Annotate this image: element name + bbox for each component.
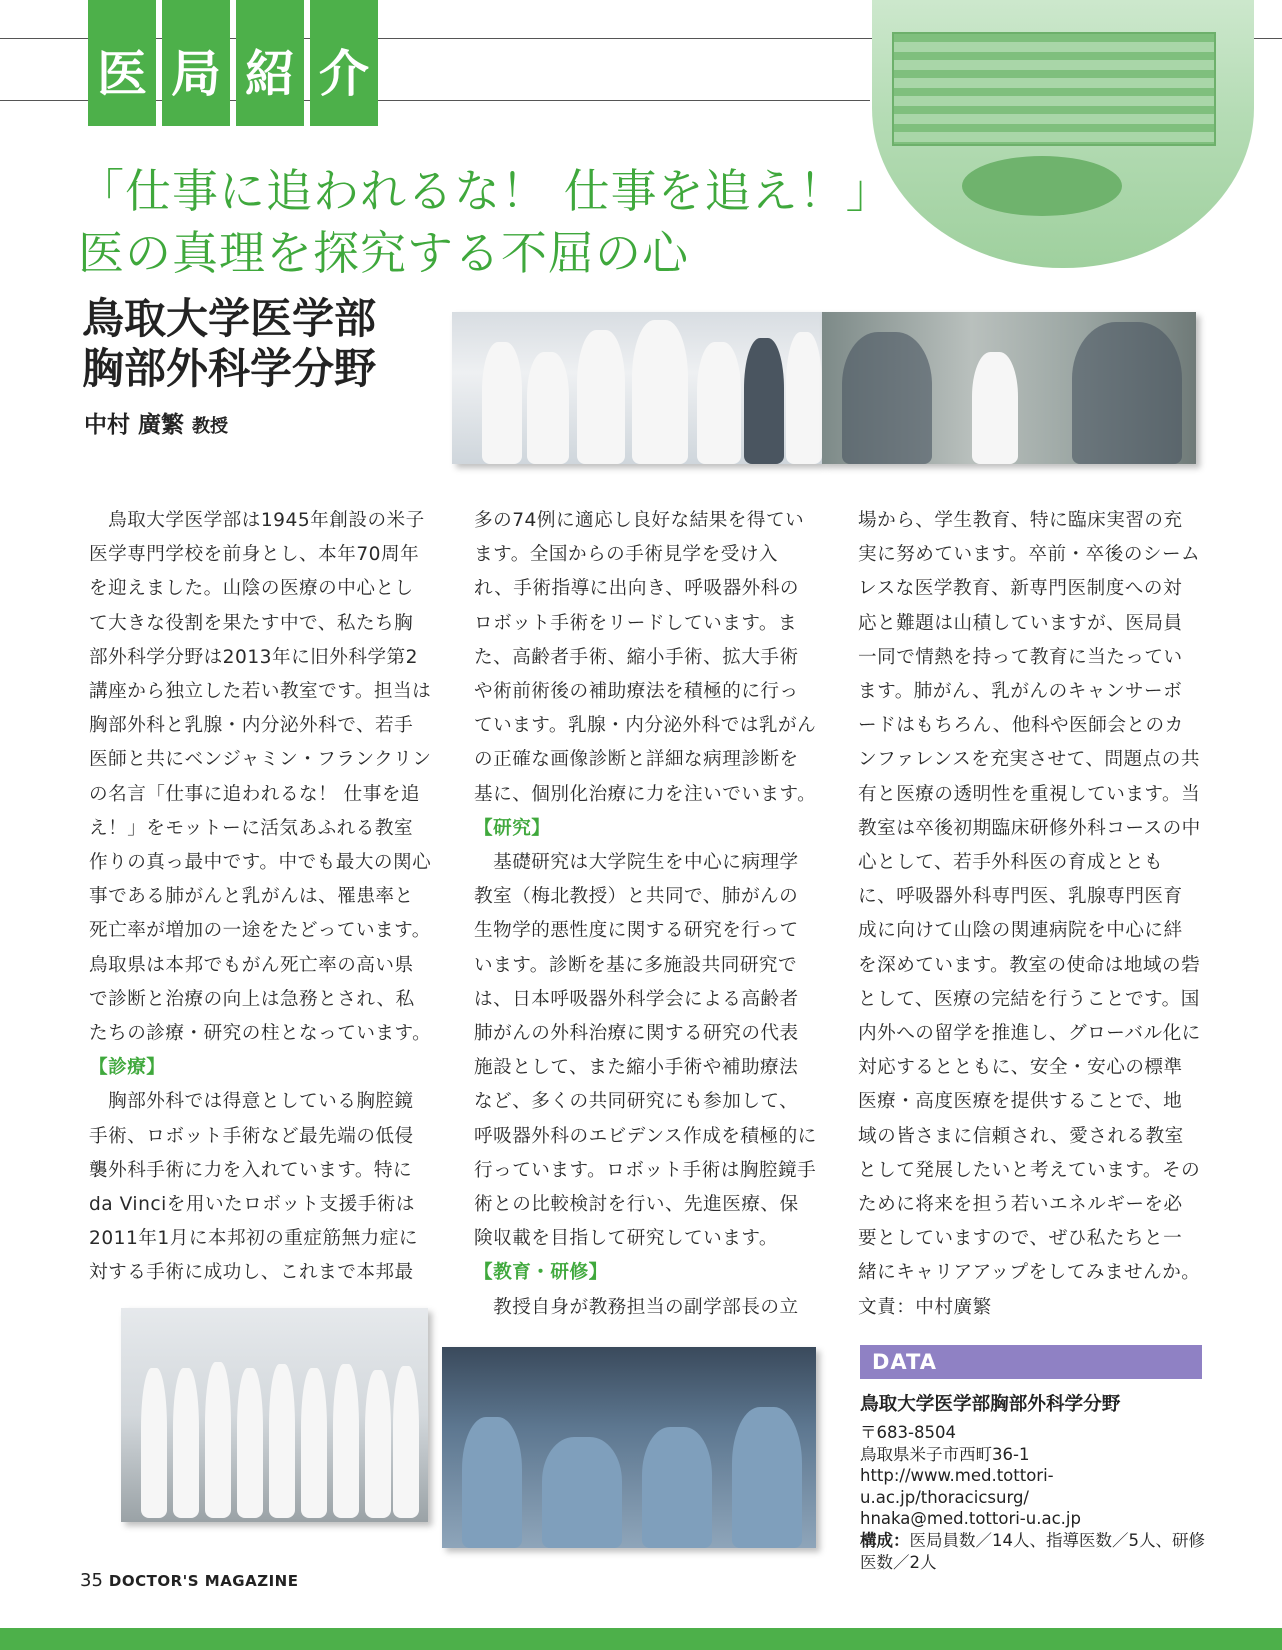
department-line1: 鳥取大学医学部 — [82, 294, 377, 343]
professor-title: 教授 — [192, 416, 229, 437]
body-paragraph: 教授自身が教務担当の副学部長の立 — [474, 1296, 799, 1318]
body-paragraph: 多の74例に適応し良好な結果を得ています。全国からの手術見学を受け入れ、手術指導に出向き、呼吸器外科のロボット手術をリードしています。また、高齢者手術、縮小手術、拡大手術や術前術後の補助療法を積極的に行っています。乳腺・内分泌外科では乳がんの正確な画像診断と詳細な病理診断を基に、個別化治療に力を注いでいます。 — [474, 510, 817, 805]
bottom-band — [0, 1628, 1282, 1650]
team-photo — [452, 312, 822, 464]
section-heading-education: 【教育・研修】 — [474, 1262, 608, 1284]
department-title — [82, 294, 376, 394]
section-tag-char: 介 — [310, 0, 378, 126]
department-line2: 胸部外科学分野 — [82, 344, 377, 393]
data-heading: DATA — [860, 1345, 1202, 1379]
building-shape — [892, 32, 1216, 146]
body-paragraph: 鳥取大学医学部は1945年創設の米子医学専門学校を前身とし、本年70周年を迎えました。山陰の医療の中心として大きな役割を果たす中で、私たち胸部外科学分野は2013年に旧外科学第2講座から独立した若い教室です。担当は胸部外科と乳腺・内分泌外科で、若手医師と共にベンジャミン・フランクリンの名言「仕事に追われるな！ 仕事を追え！」をモットーに活気あふれる教室作りの真っ最中です。中でも最大の関心事である肺がんと乳がんは、罹患率と死亡率が増加の一途をたどっています。鳥取県は本邦でもがん死亡率の高い県で診断と治療の向上は急務とされ、私たちの診療・研究の柱となっています。 — [89, 510, 432, 1045]
section-heading-clinical: 【診療】 — [89, 1057, 166, 1079]
professor-byline — [84, 406, 228, 439]
magazine-name: DOCTOR'S MAGAZINE — [108, 1572, 299, 1590]
surgery-photo — [442, 1347, 816, 1548]
data-dept-name: 鳥取大学医学部胸部外科学分野 — [860, 1394, 1121, 1415]
body-paragraph: 基礎研究は大学院生を中心に病理学教室（梅北教授）と共同で、肺がんの生物学的悪性度に関する研究を行っています。診断を基に多施設共同研究では、日本呼吸器外科学会による高齢者肺がんの外科治療に関する研究の代表施設として、また縮小手術や補助療法など、多くの共同研究にも参加して、呼吸器外科のエビデンス作成を積極的に行っています。ロボット手術は胸腔鏡手術との比較検討を行い、先進医療、保険収載を目指して研究しています。 — [474, 852, 817, 1250]
section-tag-char: 紹 — [236, 0, 304, 126]
plaza-shape — [962, 156, 1122, 216]
section-tag-char: 局 — [162, 0, 230, 126]
section-tag — [88, 0, 378, 126]
professor-name: 中村 廣繁 — [84, 412, 185, 438]
section-heading-research: 【研究】 — [474, 817, 551, 839]
data-address: 鳥取県米子市西町36-1 — [860, 1444, 1030, 1464]
body-column-3 — [858, 504, 1201, 1325]
headline — [78, 160, 893, 284]
body-column-2 — [474, 504, 817, 1325]
group-photo — [121, 1308, 428, 1522]
page-number: 35 — [80, 1570, 103, 1591]
body-column-1 — [89, 504, 432, 1291]
data-email[interactable]: hnaka@med.tottori-u.ac.jp — [860, 1509, 1081, 1529]
data-box — [860, 1392, 1210, 1573]
body-paragraph: 胸部外科では得意としている胸腔鏡手術、ロボット手術など最先端の低侵襲外科手術に力を入れています。特にda Vinciを用いたロボット支援手術は2011年1月に本邦初の重症筋無力症に対する手術に成功し、これまで本邦最 — [89, 1091, 418, 1284]
section-tag-char: 医 — [88, 0, 156, 126]
data-url[interactable]: http://www.med.tottori-u.ac.jp/thoracicsurg/ — [860, 1466, 1054, 1507]
page-footer — [80, 1570, 298, 1591]
hospital-building-photo — [872, 0, 1254, 268]
data-composition — [860, 1530, 1210, 1573]
data-composition-value: 医局員数／14人、指導医数／5人、研修医数／2人 — [860, 1530, 1205, 1572]
conference-photo — [822, 312, 1196, 464]
headline-line2: 医の真理を探究する不屈の心 — [78, 226, 689, 280]
author-credit: 文責：中村廣繁 — [858, 1296, 992, 1318]
headline-line1: 「仕事に追われるな！ 仕事を追え！」 — [78, 164, 893, 218]
data-composition-label: 構成： — [860, 1530, 910, 1550]
data-postal: 〒683-8504 — [860, 1423, 956, 1442]
body-paragraph: 場から、学生教育、特に臨床実習の充実に努めています。卒前・卒後のシームレスな医学教育、新専門医制度への対応と難題は山積していますが、医局員一同で情熱を持って教育に当たっています。肺がん、乳がんのキャンサーボードはもちろん、他科や医師会とのカンファレンスを充実させて、問題点の共有と医療の透明性を重視しています。当教室は卒後初期臨床研修外科コースの中心として、若手外科医の育成とともに、呼吸器外科専門医、乳腺専門医育成に向けて山陰の関連病院を中心に絆を深めています。教室の使命は地域の砦として、医療の完結を行うことです。国内外への留学を推進し、グローバル化に対応するとともに、安全・安心の標準医療・高度医療を提供することで、地域の皆さまに信頼され、愛される教室として発展したいと考えています。そのために将来を担う若いエネルギーを必要としていますので、ぜひ私たちと一緒にキャリアアップをしてみませんか。 — [858, 510, 1201, 1284]
